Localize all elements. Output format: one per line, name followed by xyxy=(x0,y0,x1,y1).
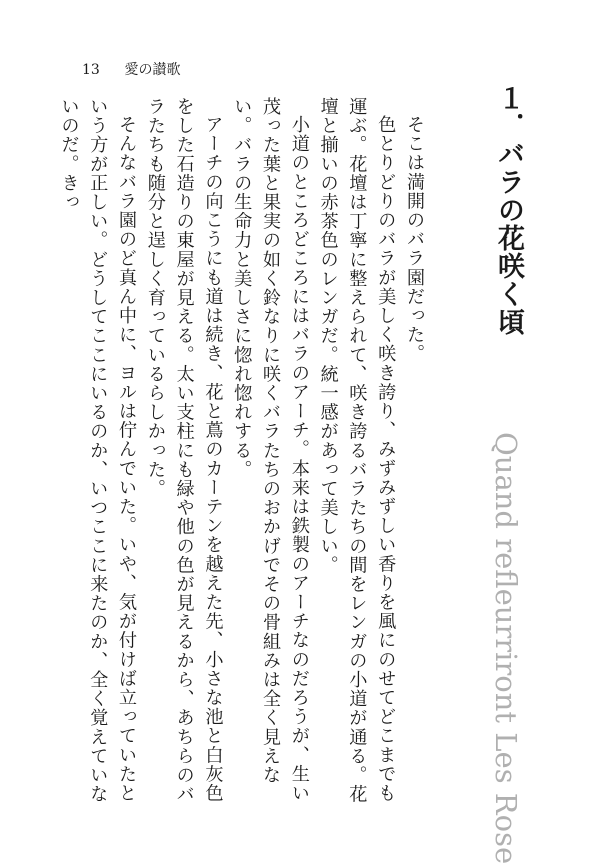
paragraph: アーチの向こうにも道は続き、花と蔦のカーテンを越えた先、小さな池と白灰色をした石造りの東屋が見える。太い支柱にも緑や他の色が見えるから、あちらのバラたちも随分と逞しく育っているらしかった。 xyxy=(144,97,224,804)
paragraph: そんなバラ園のど真ん中に、ヨルは佇んでいた。いや、気が付けば立っていたという方が正しい。どうしてここにいるのか、いつここに来たのか、全く覚えていないのだ。きっ xyxy=(58,97,138,804)
book-title: 愛の讃歌 xyxy=(124,62,181,78)
paragraph: そこは満開のバラ園だった。 xyxy=(404,115,425,364)
chapter-subtitle: Quand refleurriront Les Rose xyxy=(489,432,523,864)
body-text xyxy=(58,97,428,807)
paragraph: 小道のところどころにはバラのアーチ。本来は鉄製のアーチなのだろうが、生い茂った葉と果実の如く鈴なりに咲くバラたちのおかげでその骨組みは全く見えない。バラの生命力と美しさに惚れ惚れする。 xyxy=(231,97,310,803)
page-number: 13 xyxy=(82,62,100,78)
running-header xyxy=(82,62,180,78)
chapter-title: １．バラの花咲く頃 xyxy=(493,84,524,336)
paragraph: 色とりどりのバラが美しく咲き誇り、みずみずしい香りを風にのせてどこまでも運ぶ。花壇は丁寧に整えられて、咲き誇るバラたちの間をレンガの小道が通る。花壇と揃いの赤茶色のレンガだ。統一感があって美しい。 xyxy=(317,97,397,804)
